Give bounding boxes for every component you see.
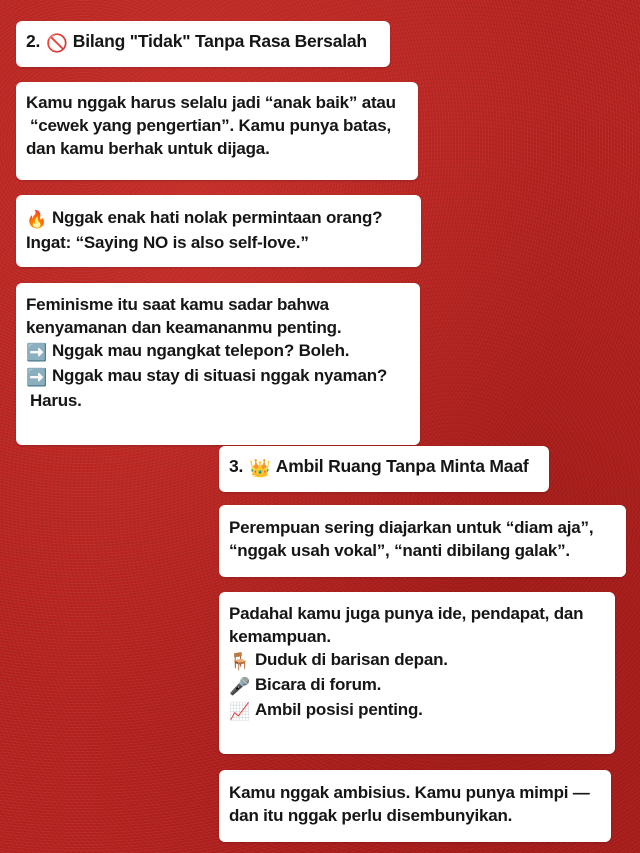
text-line: Feminisme itu saat kamu sadar bahwa: [26, 295, 329, 314]
text-line: Harus.: [30, 391, 82, 410]
list-item: [26, 339, 410, 364]
crown-icon: 👑: [249, 458, 271, 478]
section-2-heading: [16, 21, 390, 67]
list-item: [229, 698, 605, 723]
list-item: [229, 648, 605, 673]
text-line: Padahal kamu juga punya ide, pendapat, dan: [229, 604, 584, 623]
section-2-paragraph-1: [16, 82, 418, 180]
text-line: Kamu nggak harus selalu jadi “anak baik” atau: [26, 93, 396, 112]
section-3-paragraph-3: [219, 770, 611, 842]
list-item: [26, 364, 410, 389]
list-item: [229, 673, 605, 698]
list-item-text: Nggak mau stay di situasi nggak nyaman?: [51, 366, 388, 385]
text-line: dan kamu berhak untuk dijaga.: [26, 139, 270, 158]
text-line: “cewek yang pengertian”. Kamu punya batas,: [30, 116, 391, 135]
chart-increasing-icon: 📈: [229, 702, 250, 721]
text-line: “nggak usah vokal”, “nanti dibilang galak”.: [229, 541, 570, 560]
chair-icon: 🪑: [229, 652, 250, 671]
section-3-heading: [219, 446, 549, 492]
text-line: Ingat: “Saying NO is also self-love.”: [26, 233, 309, 252]
text-line: Kamu nggak ambisius. Kamu punya mimpi —: [229, 783, 590, 802]
section-3-number: 3.: [229, 456, 244, 476]
prohibited-icon: 🚫: [46, 33, 68, 53]
microphone-icon: 🎤: [229, 677, 250, 696]
text-line: kemampuan.: [229, 627, 331, 646]
section-3-title: Ambil Ruang Tanpa Minta Maaf: [275, 456, 529, 476]
text-line: kenyamanan dan keamananmu penting.: [26, 318, 342, 337]
section-2-paragraph-2: [16, 195, 421, 267]
text-line: dan itu nggak perlu disembunyikan.: [229, 806, 513, 825]
section-3-paragraph-2: [219, 592, 615, 754]
text-line-content: Nggak enak hati nolak permintaan orang?: [51, 208, 383, 227]
text-line: Perempuan sering diajarkan untuk “diam aja”,: [229, 518, 594, 537]
list-item-text: Ambil posisi penting.: [254, 700, 423, 719]
section-2-paragraph-3: [16, 283, 420, 445]
list-item-text: Duduk di barisan depan.: [254, 650, 448, 669]
section-2-title: Bilang "Tidak" Tanpa Rasa Bersalah: [72, 31, 367, 51]
fire-icon: 🔥: [26, 210, 47, 229]
right-arrow-icon: ➡️: [26, 343, 47, 362]
text-line: [26, 206, 411, 231]
list-item-text: Nggak mau ngangkat telepon? Boleh.: [51, 341, 350, 360]
right-arrow-icon: ➡️: [26, 368, 47, 387]
list-item-text: Bicara di forum.: [254, 675, 382, 694]
section-3-paragraph-1: [219, 505, 626, 577]
section-2-number: 2.: [26, 31, 41, 51]
